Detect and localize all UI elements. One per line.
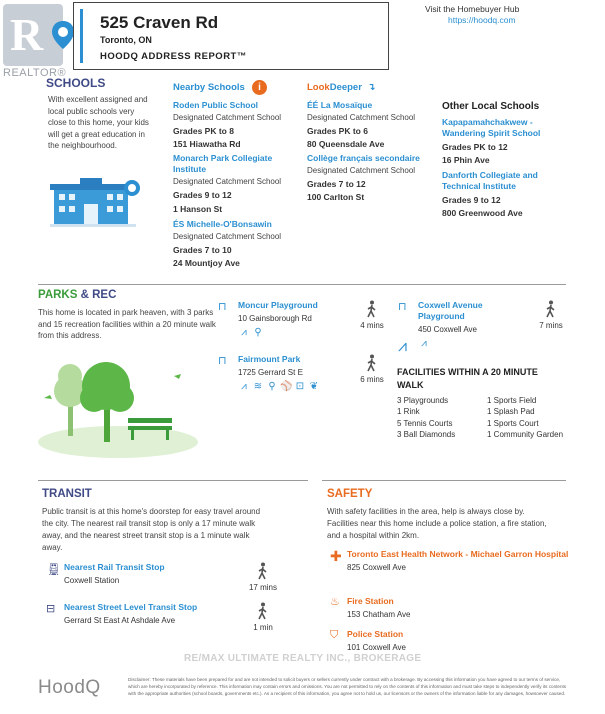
section-divider <box>322 480 566 481</box>
transit-title: TRANSIT <box>42 488 92 500</box>
transit-item: ⊟ Nearest Street Level Transit Stop Gerrard St East At Ashdale Ave <box>46 602 198 626</box>
tennis-icon: ⚲ <box>254 327 262 339</box>
lookdeeper-school-item: Collège français secondaire Designated Catchment School Grades 7 to 12 100 Carlton St <box>307 153 420 203</box>
playground-icon: ⩘ <box>241 381 247 393</box>
bench-icon: ⊓ <box>218 355 227 367</box>
garden-icon: ❦ <box>309 381 319 393</box>
lookdeeper-title[interactable]: LookDeeper ↴ <box>307 82 376 93</box>
park-amenity-icons <box>398 338 528 350</box>
splash-pad-icon: ≋ <box>253 381 263 393</box>
baseball-icon: ⚾ <box>280 381 293 393</box>
realtor-wordmark: REALTOR® <box>3 67 67 79</box>
safety-item: ♨ Fire Station 153 Chatham Ave <box>330 596 411 620</box>
walking-person-icon <box>366 300 378 318</box>
parks-title: PARKS & REC <box>38 289 117 301</box>
safety-item: ✚ Toronto East Health Network - Michael Garron Hospital 825 Coxwell Ave <box>330 548 569 573</box>
playground-icon: ⩘ <box>241 327 247 339</box>
other-school-item: Kapapamahchakwew - Wandering Spirit School Grades PK to 12 16 Phin Ave <box>442 117 541 166</box>
bench-icon: ⊓ <box>218 301 227 313</box>
facilities-list: 3 Playgrounds 1 Sports Field 1 Rink 1 Splash Pad 5 Tennis Courts 1 Sports Court 3 Ball Diamonds 1 Community Garden <box>397 396 564 440</box>
playground-icon: ⩘ <box>398 338 408 355</box>
sports-court-icon: ⊡ <box>295 381 305 393</box>
schools-title: SCHOOLS <box>46 76 106 90</box>
info-icon[interactable]: i <box>252 80 267 95</box>
realtor-logo: R REALTOR® <box>0 0 72 84</box>
walk-time: 4 mins <box>357 300 387 331</box>
park-item: ⊓ Moncur Playground 10 Gainsborough Rd ⩘ ⚲ <box>218 300 348 339</box>
parks-description: This home is located in park heaven, with 3 parks and 15 recreation facilities within a 20 minute walk from this address. <box>38 308 216 341</box>
walking-person-icon <box>366 354 378 372</box>
safety-item: ⛉ Police Station 101 Coxwell Ave <box>330 629 406 653</box>
section-divider <box>38 284 566 285</box>
nearby-schools-title: Nearby Schools <box>173 82 245 93</box>
fire-icon: ♨ <box>330 596 340 608</box>
hub-text: Visit the Homebuyer Hub <box>425 4 520 14</box>
section-divider <box>38 480 308 481</box>
walk-time: 7 mins <box>536 300 566 331</box>
transit-item: 🚆︎ Nearest Rail Transit Stop Coxwell Station <box>46 562 165 586</box>
facilities-title: FACILITIES WITHIN A 20 MINUTE WALK <box>397 367 538 390</box>
hospital-cross-icon: ✚ <box>330 548 342 564</box>
walking-person-icon <box>257 562 269 580</box>
park-item: ⊓ Fairmount Park 1725 Gerrard St E ⩘ ≋ ⚲ ⚾ ⊡ ❦ <box>218 354 353 393</box>
report-title: HOODQ ADDRESS REPORT™ <box>100 51 247 62</box>
lookdeeper-school-item: ÉÉ La Mosaïque Designated Catchment School Grades PK to 6 80 Queensdale Ave <box>307 100 416 150</box>
park-amenity-icons <box>218 327 348 339</box>
nearby-school-item: Monarch Park Collegiate Institute Designated Catchment School Grades 9 to 12 1 Hanson St <box>173 153 282 214</box>
address-city: Toronto, ON <box>100 35 152 45</box>
walk-time: 6 mins <box>357 354 387 385</box>
walking-person-icon <box>545 300 557 318</box>
schools-description: With excellent assigned and local public schools very close to this home, your kids will get a great education in the neighbourhood. <box>48 95 149 151</box>
walking-person-icon <box>257 602 269 620</box>
hub-link[interactable]: https://hoodq.com <box>448 15 516 25</box>
streetcar-icon: ⊟ <box>46 603 56 615</box>
bench-icon: ⊓ <box>398 301 407 313</box>
police-shield-icon: ⛉ <box>330 629 339 641</box>
playground-icon: ⩘ <box>421 338 427 350</box>
disclaimer: Disclaimer: These materials have been prepared for and are not intended to solicit buyers or sellers currently under contract with a brokerage. By accessing this information you have agreed to our terms of service, which are hereby incorporated by reference. This information may contain errors and omissions. You are not permitted to rely on the contents of this information and must take steps to independently verify its contents with the appropriate authorities (school boards, governments etc.). As a recipient of this information, you agree not to hold us, our licensors or the owners of the information liable for any damages, howsoever caused. <box>128 677 567 696</box>
transit-description: Public transit is at this home's doorstep for easy travel around the city. The nearest rail transit stop is only a 17 minute walk away, and the nearest street transit stop is a 1 minute walk away. <box>42 507 261 552</box>
tennis-icon: ⚲ <box>268 381 276 393</box>
walk-time: 1 min <box>248 602 278 633</box>
other-schools-title: Other Local Schools <box>442 101 540 112</box>
park-item: ⊓ Coxwell Avenue Playground 450 Coxwell Ave ⩘ <box>398 300 528 350</box>
walk-time: 17 mins <box>248 562 278 593</box>
address-header-box <box>73 2 389 70</box>
address-title: 525 Craven Rd <box>100 13 219 32</box>
safety-description: With safety facilities in the area, help is always close by. Facilities near this home include a police station, a fire station, and a hospital within 2km. <box>327 507 547 540</box>
park-amenity-icons <box>218 381 353 393</box>
other-school-item: Danforth Collegiate and Technical Institute Grades 9 to 12 800 Greenwood Ave <box>442 170 538 219</box>
school-building-icon <box>50 178 144 228</box>
hoodq-logo: HoodQ <box>38 677 101 698</box>
nearby-school-item: ÉS Michelle-O'Bonsawin Designated Catchment School Grades 7 to 10 24 Mountjoy Ave <box>173 219 282 269</box>
park-trees-illustration <box>38 346 208 458</box>
nearby-school-item: Roden Public School Designated Catchment School Grades PK to 8 151 Hiawatha Rd <box>173 100 282 150</box>
arrow-icon: ↴ <box>367 82 376 93</box>
brokerage-watermark: RE/MAX ULTIMATE REALTY INC., BROKERAGE <box>184 653 422 664</box>
train-icon: 🚆︎ <box>46 562 62 576</box>
safety-title: SAFETY <box>327 488 373 500</box>
